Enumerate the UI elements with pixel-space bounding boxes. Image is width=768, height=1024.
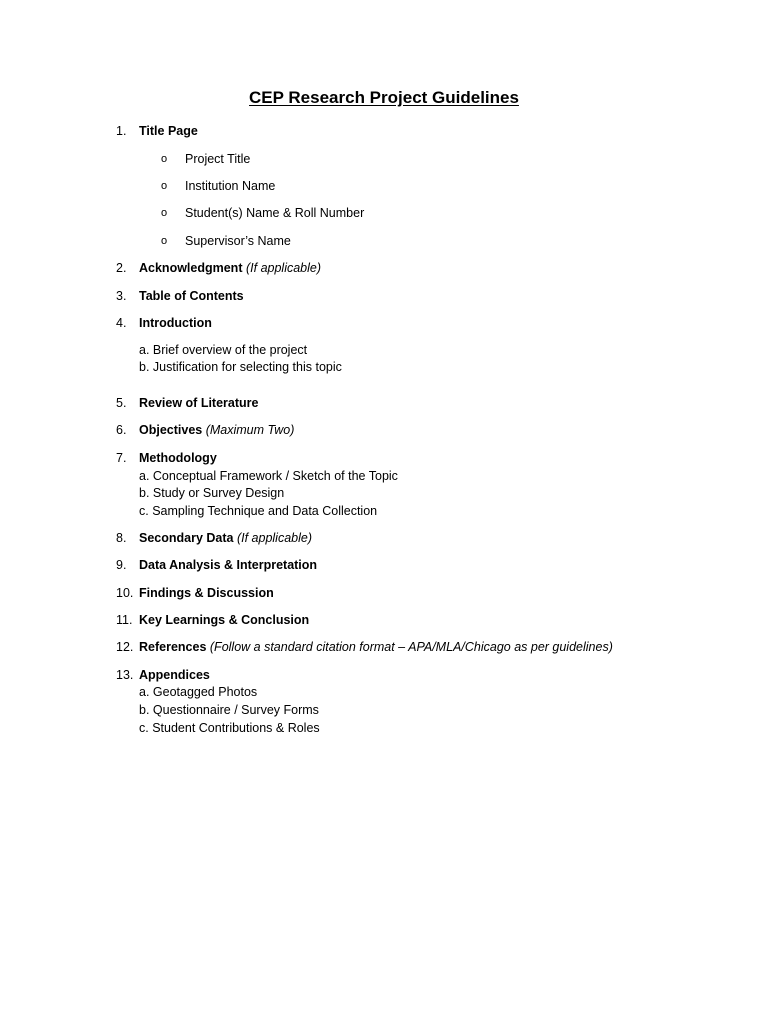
item-heading: Data Analysis & Interpretation — [139, 558, 318, 572]
item-number: 11. — [116, 613, 133, 627]
bullet-text: Project Title — [185, 152, 251, 166]
item-heading: Methodology — [139, 451, 217, 465]
item-heading: Acknowledgment — [139, 261, 243, 275]
bullet-text: Student(s) Name & Roll Number — [185, 206, 365, 220]
sub-item-text: a. Geotagged Photos — [139, 685, 258, 699]
item-number: 5. — [116, 396, 127, 410]
sub-item-text: b. Justification for selecting this topic — [139, 360, 342, 374]
item-note: (Follow a standard citation format – APA/MLA/Chicago as per guidelines) — [209, 640, 613, 654]
item-number: 7. — [116, 451, 127, 465]
item-heading: Appendices — [139, 668, 210, 682]
item-number: 8. — [116, 531, 127, 545]
bullet-text: Supervisor’s Name — [185, 234, 291, 248]
item-number: 12. — [116, 640, 134, 654]
item-note: (If applicable) — [245, 261, 322, 275]
item-number: 4. — [116, 316, 127, 330]
bullet-icon: o — [161, 207, 168, 219]
sub-item-text: b. Study or Survey Design — [139, 486, 285, 500]
item-number: 1. — [116, 124, 127, 138]
sub-item-text: b. Questionnaire / Survey Forms — [139, 703, 319, 717]
bullet-icon: o — [161, 180, 168, 192]
item-number: 13. — [116, 668, 134, 682]
item-number: 10. — [116, 586, 134, 600]
item-heading: Secondary Data — [139, 531, 234, 545]
item-heading: Table of Contents — [139, 289, 244, 303]
item-number: 2. — [116, 261, 127, 275]
item-heading: Title Page — [139, 124, 198, 138]
item-number: 3. — [116, 289, 127, 303]
item-heading: Review of Literature — [139, 396, 259, 410]
item-heading: Key Learnings & Conclusion — [139, 613, 310, 627]
document-title: CEP Research Project Guidelines — [249, 88, 519, 107]
item-number: 9. — [116, 558, 127, 572]
sub-item-text: a. Conceptual Framework / Sketch of the Topic — [139, 469, 398, 483]
item-note: (Maximum Two) — [205, 423, 295, 437]
bullet-icon: o — [161, 153, 168, 165]
item-heading: Findings & Discussion — [139, 586, 274, 600]
sub-item-text: c. Student Contributions & Roles — [139, 721, 320, 735]
bullet-text: Institution Name — [185, 179, 276, 193]
item-heading: Objectives — [139, 423, 203, 437]
sub-item-text: a. Brief overview of the project — [139, 343, 308, 357]
item-note: (If applicable) — [236, 531, 313, 545]
item-heading: Introduction — [139, 316, 212, 330]
bullet-icon: o — [161, 235, 168, 247]
item-number: 6. — [116, 423, 127, 437]
sub-item-text: c. Sampling Technique and Data Collection — [139, 504, 378, 518]
item-heading: References — [139, 640, 207, 654]
